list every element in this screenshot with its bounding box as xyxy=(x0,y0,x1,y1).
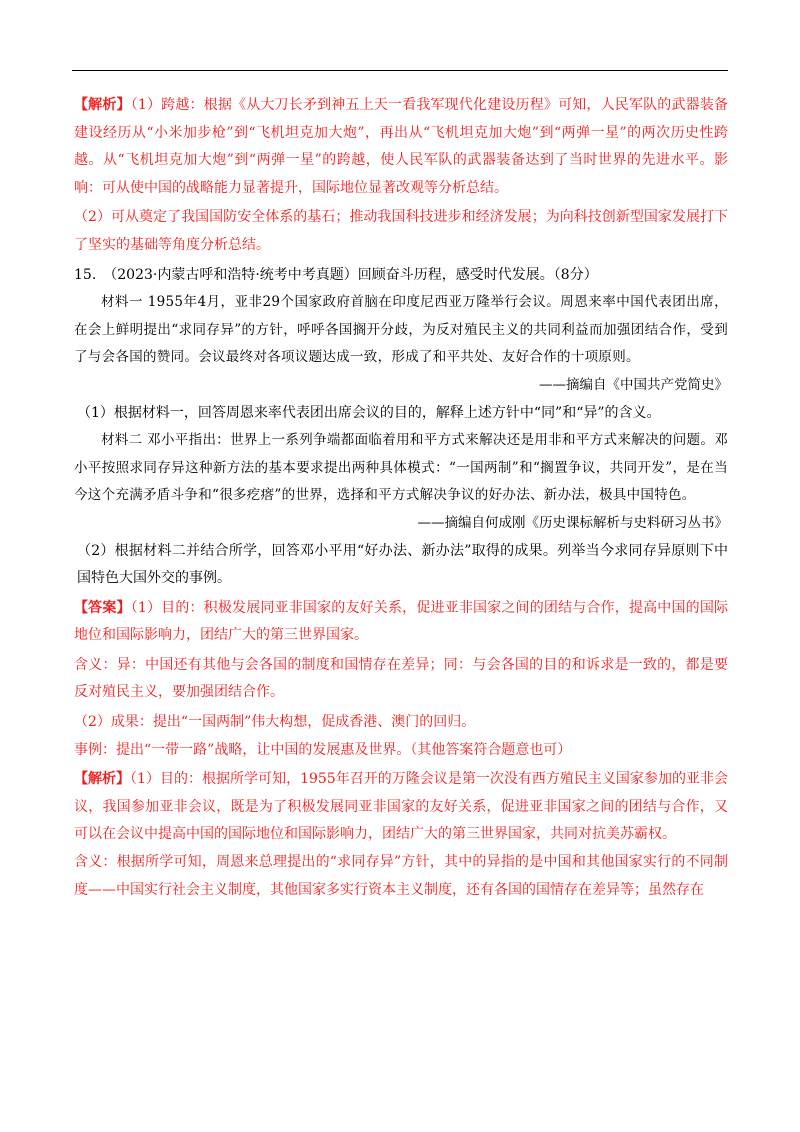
sub-question-1: （1）根据材料一，回答周恩来率代表团出席会议的目的，解释上述方针中“同”和“异”的含义。 xyxy=(77,404,661,421)
analysis2-tag: 【解析】 xyxy=(74,771,131,788)
material-1-source: ——摘编自《中国共产党简史》 xyxy=(539,376,728,393)
analysis2-text-1: （1）目的：根据所学可知，1955年召开的万隆会议是第一次没有西方殖民主义国家参加的亚非会议，我国参加亚非会议，既是为了积极发展同亚非国家的友好关系，促进亚非国家之间的团结与合作，又可以在会议中提高中国的国际地位和国际影响力，团结广大的第三世界国家，共同对抗美苏霸权。 xyxy=(74,771,728,843)
material-2-source: ——摘编自何成刚《历史课标解析与史料研习丛书》 xyxy=(417,514,728,531)
header-rule xyxy=(72,70,728,71)
sub-question-2: （2）根据材料二并结合所学，回答邓小平用“好办法、新办法”取得的成果。列举当今求同存异原则下中国特色大国外交的事例。 xyxy=(77,542,728,587)
analysis2-paragraph-1 xyxy=(74,766,728,849)
answer-paragraph-2: 含义：异：中国还有其他与会各国的制度和国情存在差异；同：与会各国的目的和诉求是一致的，都是要反对殖民主义，要加强团结合作。 xyxy=(74,656,728,701)
answer-tag: 【答案】 xyxy=(74,599,131,616)
answer-paragraph-4: 事例：提出“一带一路”战略，让中国的发展惠及世界。（其他答案符合题意也可） xyxy=(74,741,572,758)
material-1: 材料一 1955年4月，亚非29个国家政府首脑在印度尼西亚万隆举行会议。周恩来率中国代表团出席，在会上鲜明提出“求同存异”的方针，呼呼各国搁开分歧，为反对殖民主义的共同利益而加强团结合作，受到了与会各国的赞同。会议最终对各项议题达成一致，形成了和平共处、友好合作的十项原则。 xyxy=(74,294,728,366)
material-2: 材料二 邓小平指出：世界上一系列争端都面临着用和平方式来解决还是用非和平方式来解决的问题。邓小平按照求同存异这种新方法的基本要求提出两种具体模式：“一国两制”和“搁置争议，共同开发”，是在当今这个充满矛盾斗争和“很多疙瘩”的世界，选择和平方式解决争议的好办法、新办法，极具中国特色。 xyxy=(74,432,728,504)
answer-paragraph-1 xyxy=(74,595,728,650)
analysis-text-2: （2）可从奠定了我国国防安全体系的基石；推动我国科技进步和经济发展；为向科技创新型国家发展打下了坚实的基础等角度分析总结。 xyxy=(74,209,728,253)
question-stem: 15. （2023·内蒙古呼和浩特·统考中考真题）回顾奋斗历程，感受时代发展。（8分） xyxy=(74,266,598,283)
analysis-text-1: （1）跨越：根据《从大刀长矛到神五上天一看我军现代化建设历程》可知，人民军队的武器装备建设经历从“小米加步枪”到“飞机坦克加大炮”，再出从“飞机坦克加大炮”到“两弹一星”的两次历史性跨越。从“飞机坦克加大炮”到“两弹一星”的跨越，使人民军队的武器装备达到了当时世界的先进水平。影响：可从使中国的战略能力显著提升，国际地位显著改观等分析总结。 xyxy=(74,97,729,196)
answer-paragraph-3: （2）成果：提出“一国两制”伟大构想，促成香港、澳门的回归。 xyxy=(74,714,476,731)
analysis-paragraph-2 xyxy=(74,204,728,259)
answer-text-1: （1）目的：积极发展同亚非国家的友好关系，促进亚非国家之间的团结与合作，提高中国的国际地位和国际影响力，团结广大的第三世界国家。 xyxy=(74,599,729,644)
analysis2-paragraph-2: 含义：根据所学可知，周恩来总理提出的“求同存异”方针，其中的异指的是中国和其他国家实行的不同制度——中国实行社会主义制度，其他国家多实行资本主义制度，还有各国的国情存在差异等；虽然存在 xyxy=(74,854,728,898)
analysis-paragraph-1 xyxy=(74,92,728,202)
analysis-tag: 【解析】 xyxy=(74,97,131,113)
document-content xyxy=(74,92,728,904)
